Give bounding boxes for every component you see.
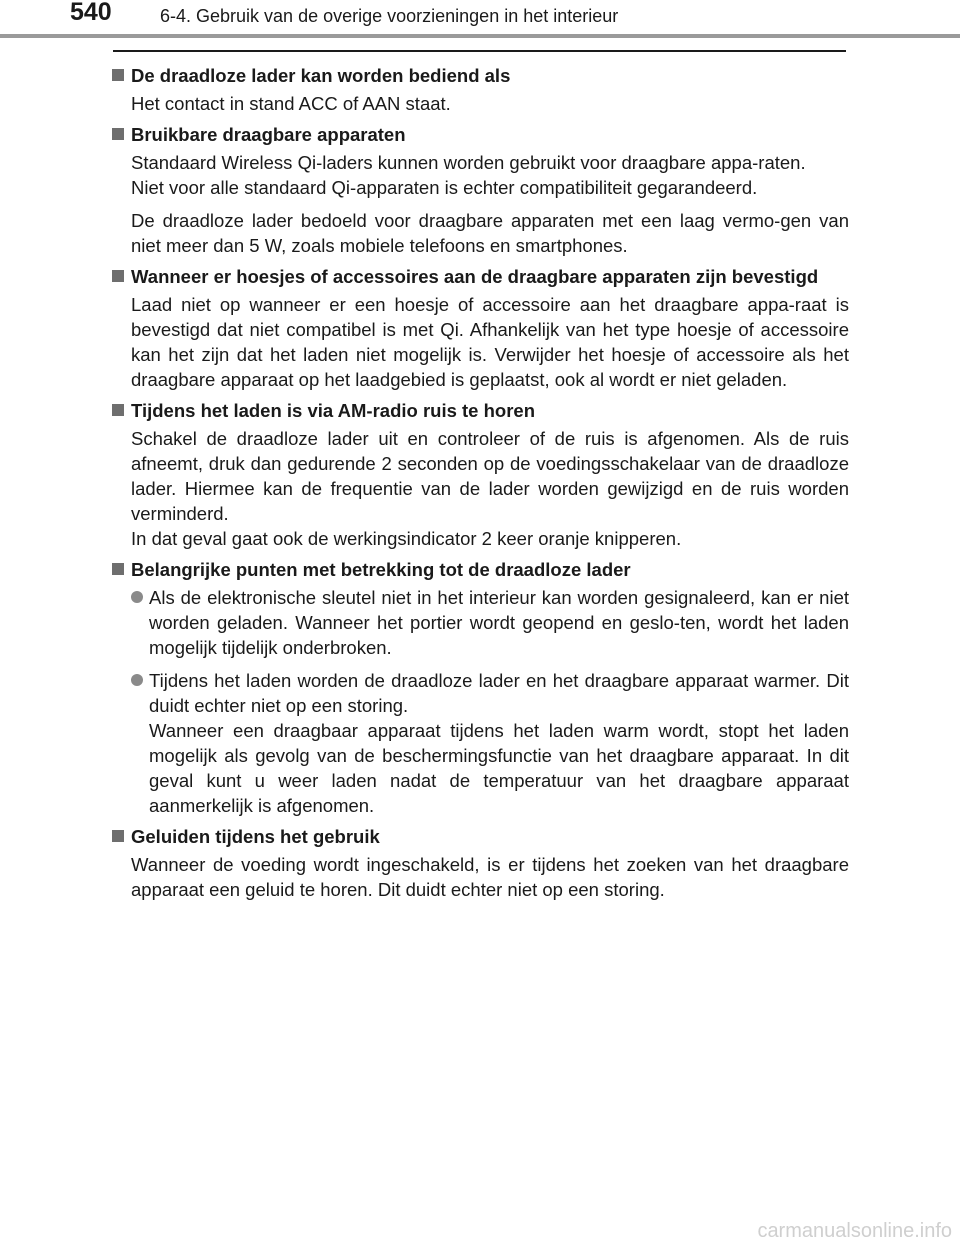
section-am-radio-noise (112, 398, 849, 551)
section-heading: Wanneer er hoesjes of accessoires aan de draagbare apparaten zijn bevestigd (131, 266, 819, 287)
section-heading: Belangrijke punten met betrekking tot de draadloze lader (131, 559, 631, 580)
square-bullet-icon (112, 69, 124, 81)
page-number: 540 (70, 0, 112, 26)
text-line: Standaard Wireless Qi-laders kunnen worden gebruikt voor draagbare appa-raten. (131, 152, 806, 173)
section-heading: Bruikbare draagbare apparaten (131, 124, 406, 145)
round-bullet-icon (131, 591, 143, 603)
round-bullet-icon (131, 674, 143, 686)
square-bullet-icon (112, 404, 124, 416)
section-operating-conditions (112, 63, 849, 116)
text-line: In dat geval gaat ook de werkingsindicator 2 keer oranje knipperen. (131, 528, 682, 549)
text-line: Laad niet op wanneer er een hoesje of accessoire aan het draagbare appa-raat is bevestigd dat niet compatibel is met Qi. Afhankelijk van het type hoesje of accessoire kan het zijn dat het laden niet mogelijk is. Verwijder het hoesje of accessoire als het draagbare apparaat op het laadgebied is geplaatst, ook al wordt er niet geladen. (131, 294, 849, 390)
text-line: Tijdens het laden worden de draadloze lader en het draagbare apparaat warmer. Dit duidt echter niet op een storing. (149, 670, 849, 716)
watermark: carmanualsonline.info (757, 1220, 952, 1242)
square-bullet-icon (112, 128, 124, 140)
paragraph (131, 208, 849, 258)
square-bullet-icon (112, 830, 124, 842)
section-heading: De draadloze lader kan worden bediend als (131, 65, 511, 86)
header-divider (0, 34, 960, 38)
paragraph (131, 91, 849, 116)
text-line: De draadloze lader bedoeld voor draagbare apparaten met een laag vermo-gen van niet meer dan 5 W, zoals mobiele telefoons en smartphones. (131, 210, 849, 256)
square-bullet-icon (112, 270, 124, 282)
section-operating-sounds (112, 824, 849, 902)
content-divider (113, 50, 846, 52)
text-line: Het contact in stand ACC of AAN staat. (131, 93, 451, 114)
chapter-title: 6-4. Gebruik van de overige voorzieningen in het interieur (160, 6, 619, 26)
section-usable-devices (112, 122, 849, 258)
text-line: Wanneer een draagbaar apparaat tijdens het laden warm wordt, stopt het laden mogelijk als gevolg van de beschermingsfunctie van het draagbare apparaat. In dit geval kunt u weer laden nadat de temperatuur van het draagbare apparaat aanmerkelijk is afgenomen. (149, 720, 849, 816)
paragraph (131, 852, 849, 902)
list-item (131, 585, 849, 660)
text-line: Als de elektronische sleutel niet in het interieur kan worden gesignaleerd, kan er niet worden geladen. Wanneer het portier wordt geopend en geslo-ten, wordt het laden mogelijk tijdelijk onderbroken. (149, 587, 849, 658)
text-line: Schakel de draadloze lader uit en controleer of de ruis is afgenomen. Als de ruis afneemt, druk dan gedurende 2 seconden op de voedingsschakelaar van de draadloze lader. Hiermee kan de frequentie van de lader worden gewijzigd en de ruis worden verminderd. (131, 428, 849, 524)
paragraph (131, 292, 849, 392)
list-item (131, 668, 849, 818)
text-line: Niet voor alle standaard Qi-apparaten is echter compatibiliteit gegarandeerd. (131, 177, 758, 198)
paragraph (131, 426, 849, 551)
square-bullet-icon (112, 563, 124, 575)
section-cases-accessories (112, 264, 849, 392)
section-heading: Geluiden tijdens het gebruik (131, 826, 380, 847)
text-line: Wanneer de voeding wordt ingeschakeld, is er tijdens het zoeken van het draagbare apparaat een geluid te horen. Dit duidt echter niet op een storing. (131, 854, 849, 900)
section-heading: Tijdens het laden is via AM-radio ruis te horen (131, 400, 536, 421)
section-important-points (112, 557, 849, 818)
page-content (112, 63, 849, 908)
page-header (0, 0, 960, 40)
paragraph (131, 150, 849, 200)
